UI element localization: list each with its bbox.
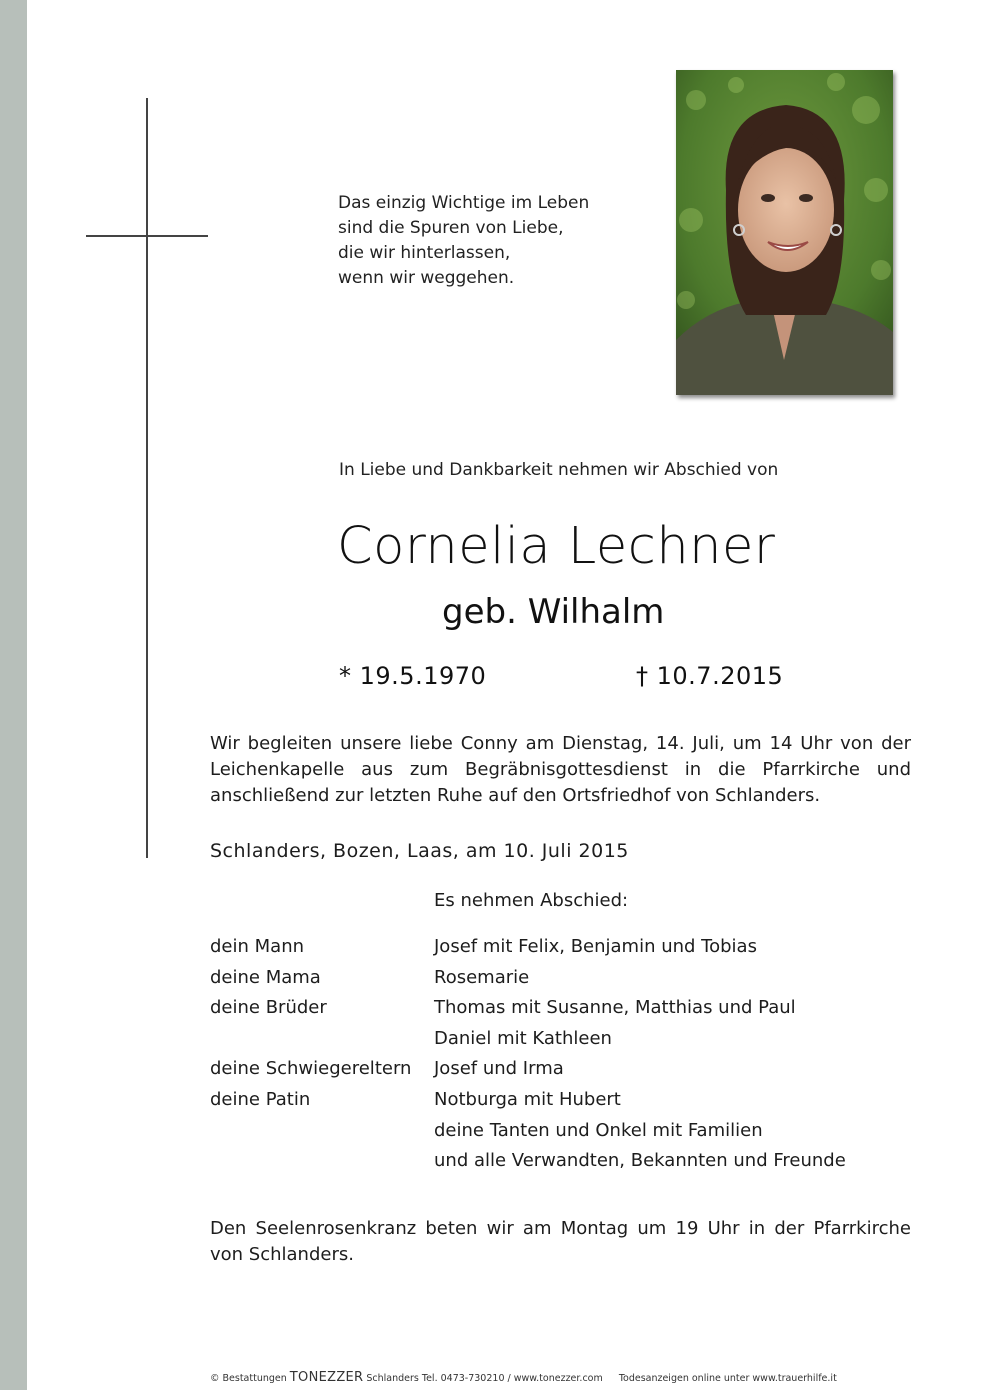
cross-vertical-bar: [146, 98, 148, 858]
mourner-names: Josef mit Felix, Benjamin und Tobias: [434, 936, 757, 957]
memorial-quote: [338, 191, 589, 291]
place-and-date: Schlanders, Bozen, Laas, am 10. Juli 2015: [210, 840, 629, 862]
farewell-intro: In Liebe und Dankbarkeit nehmen wir Abschied von: [339, 460, 779, 480]
mourner-names: und alle Verwandten, Bekannten und Freunde: [434, 1150, 846, 1172]
footer-notice: Todesanzeigen online unter www.trauerhilfe.it: [618, 1373, 837, 1384]
quote-line: die wir hinterlassen,: [338, 243, 511, 263]
mourner-relation: deine Patin: [210, 1088, 311, 1110]
mourner-relation: deine Mama: [210, 966, 321, 988]
death-date: † 10.7.2015: [636, 662, 784, 690]
footer-brand: TONEZZER: [289, 1370, 364, 1385]
footer-contact: Schlanders Tel. 0473-730210 / www.tonezzer.com: [363, 1373, 603, 1384]
footer-prefix: © Bestattungen: [210, 1373, 290, 1384]
quote-line: wenn wir weggehen.: [338, 268, 515, 288]
funeral-announcement: Wir begleiten unsere liebe Conny am Dienstag, 14. Juli, um 14 Uhr von der Leichenkapelle aus zum Begräbnisgottesdienst in die Pfarrkirche und anschließend zur letzten Ruhe auf den Ortsfriedhof von Schlanders.: [210, 733, 911, 806]
mourner-relation: deine Brüder: [210, 997, 327, 1019]
mourner-names: Notburga mit Hubert: [434, 1088, 621, 1110]
mourner-relation: deine Schwiegereltern: [210, 1058, 412, 1080]
mourner-names: Thomas mit Susanne, Matthias und Paul: [434, 997, 796, 1019]
maiden-name: geb. Wilhalm: [442, 592, 665, 632]
footer: [210, 1370, 837, 1385]
mourner-names: deine Tanten und Onkel mit Familien: [434, 1119, 763, 1141]
deceased-name: Cornelia Lechner: [337, 517, 776, 576]
quote-line: Das einzig Wichtige im Leben: [338, 193, 590, 213]
quote-line: sind die Spuren von Liebe,: [338, 218, 564, 238]
cross-horizontal-bar: [86, 235, 208, 237]
mourners-heading: Es nehmen Abschied:: [434, 890, 629, 911]
mourner-names: Josef und Irma: [434, 1058, 564, 1080]
rosary-announcement: Den Seelenrosenkranz beten wir am Montag um 19 Uhr in der Pfarrkirche von Schlanders.: [210, 1218, 911, 1265]
birth-date: * 19.5.1970: [339, 662, 487, 690]
side-band: [0, 0, 27, 1390]
mourner-names: Rosemarie: [434, 966, 530, 988]
portrait-illustration: [676, 70, 893, 395]
mourner-relation: dein Mann: [210, 936, 305, 957]
portrait-photo: [676, 70, 893, 395]
mourner-names: Daniel mit Kathleen: [434, 1027, 612, 1049]
